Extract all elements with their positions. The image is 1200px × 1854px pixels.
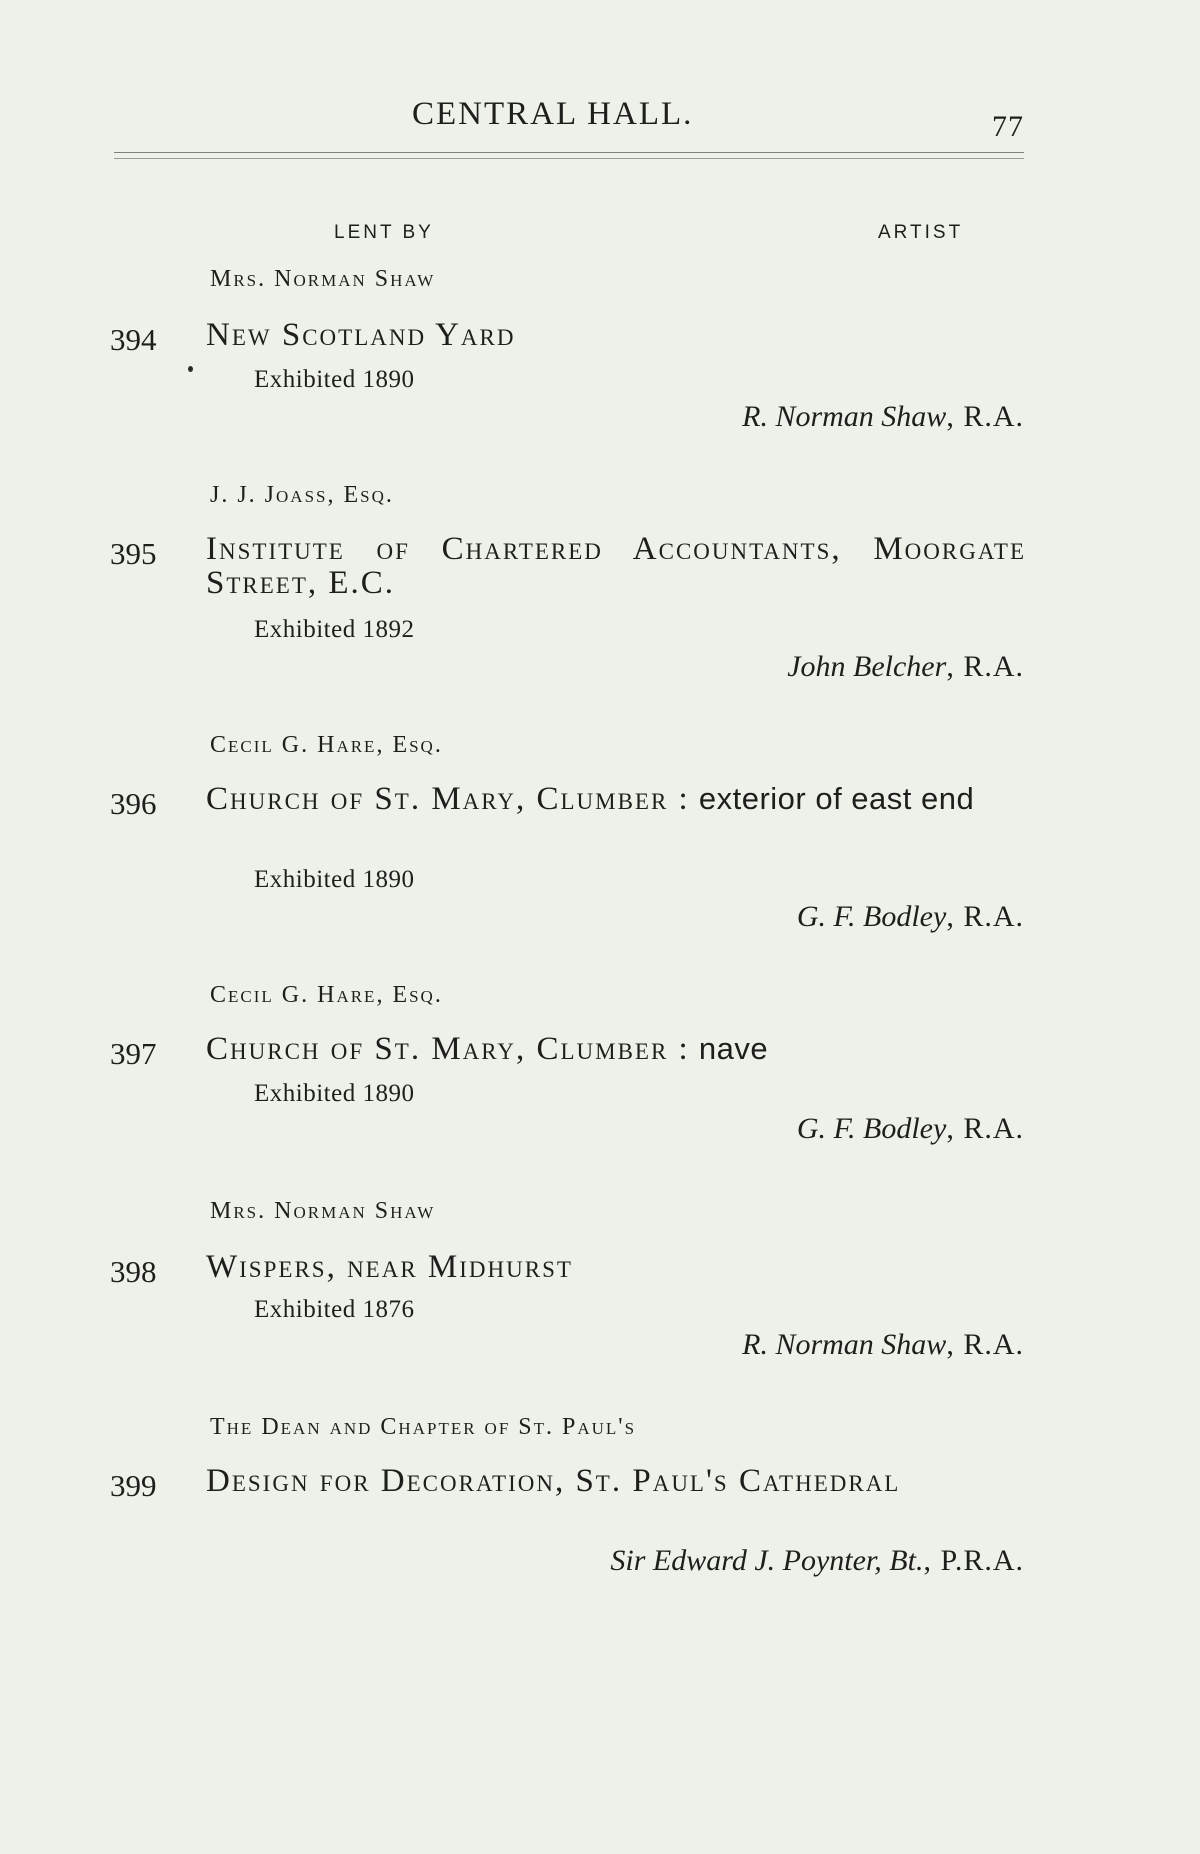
catalogue-number: 396 bbox=[110, 786, 157, 821]
artwork-title bbox=[206, 1464, 1026, 1498]
catalogue-number: 397 bbox=[110, 1036, 157, 1071]
artist-credit bbox=[742, 400, 1024, 434]
artist-credit bbox=[742, 1328, 1024, 1362]
artist-credit bbox=[797, 900, 1024, 934]
artist-suffix: , R.A. bbox=[946, 900, 1024, 933]
artwork-title-text: Design for Decoration, St. Paul's Cathedral bbox=[206, 1463, 901, 1499]
exhibited-year: Exhibited 1890 bbox=[254, 366, 415, 393]
artist-suffix: , R.A. bbox=[946, 1328, 1024, 1361]
catalogue-number: 395 bbox=[110, 536, 157, 571]
running-title: CENTRAL HALL. bbox=[412, 96, 694, 132]
artist-name: R. Norman Shaw bbox=[742, 400, 947, 433]
artist-suffix: , R.A. bbox=[946, 1112, 1024, 1145]
artist-name: Sir Edward J. Poynter, Bt. bbox=[610, 1544, 924, 1577]
exhibited-year: Exhibited 1890 bbox=[254, 866, 415, 893]
artist-name: G. F. Bodley bbox=[796, 900, 947, 933]
artwork-title-continuation: exterior of east end bbox=[689, 781, 975, 816]
lender: Cecil G. Hare, Esq. bbox=[210, 732, 443, 758]
artwork-title bbox=[206, 1250, 1026, 1284]
catalogue-number: 394 bbox=[110, 322, 157, 357]
artwork-title bbox=[206, 1032, 1026, 1066]
artist-credit bbox=[787, 650, 1024, 684]
artwork-title-text: Church of St. Mary, Clumber : bbox=[206, 1031, 690, 1067]
artist-name: John Belcher bbox=[787, 650, 947, 683]
catalogue-number: 398 bbox=[110, 1254, 157, 1289]
artist-credit bbox=[610, 1544, 1024, 1578]
artist-suffix: , R.A. bbox=[946, 650, 1024, 683]
catalogue-entry bbox=[0, 482, 1200, 692]
catalogue-entry bbox=[0, 732, 1200, 942]
column-heading-lent-by: LENT BY bbox=[334, 222, 434, 243]
artist-credit bbox=[797, 1112, 1024, 1146]
running-head bbox=[0, 96, 1200, 146]
catalogue-entry bbox=[0, 1198, 1200, 1368]
lender: Mrs. Norman Shaw bbox=[210, 1198, 436, 1224]
artwork-title-text: Institute of Chartered Accountants, Moorgate Street, E.C. bbox=[206, 531, 1026, 601]
lender: Mrs. Norman Shaw bbox=[210, 266, 436, 292]
exhibited-year: Exhibited 1876 bbox=[254, 1296, 415, 1323]
artist-name: G. F. Bodley bbox=[796, 1112, 947, 1145]
exhibited-year: Exhibited 1890 bbox=[254, 1080, 415, 1107]
artwork-title bbox=[206, 318, 1026, 352]
printed-dot bbox=[188, 366, 193, 372]
catalogue-entry bbox=[0, 1414, 1200, 1584]
exhibited-year: Exhibited 1892 bbox=[254, 616, 415, 643]
artist-suffix: , R.A. bbox=[946, 400, 1024, 433]
artist-name: R. Norman Shaw bbox=[742, 1328, 947, 1361]
artwork-title-text: Wispers, near Midhurst bbox=[206, 1249, 573, 1285]
page-number: 77 bbox=[992, 110, 1024, 143]
artist-suffix: , P.R.A. bbox=[923, 1544, 1024, 1577]
artwork-title bbox=[206, 532, 1026, 600]
header-rule bbox=[114, 152, 1024, 153]
artwork-title-text: New Scotland Yard bbox=[206, 317, 516, 353]
artwork-title-text: Church of St. Mary, Clumber : bbox=[206, 781, 690, 817]
lender: Cecil G. Hare, Esq. bbox=[210, 982, 443, 1008]
column-heading-artist: ARTIST bbox=[878, 222, 964, 243]
lender: The Dean and Chapter of St. Paul's bbox=[210, 1414, 637, 1440]
catalogue-entry bbox=[0, 982, 1200, 1152]
header-rule-secondary bbox=[114, 158, 1024, 159]
catalogue-number: 399 bbox=[110, 1468, 157, 1503]
artwork-title bbox=[206, 782, 1026, 816]
artwork-title-continuation: nave bbox=[689, 1031, 769, 1066]
catalogue-entry bbox=[0, 266, 1200, 436]
lender: J. J. Joass, Esq. bbox=[210, 482, 394, 508]
